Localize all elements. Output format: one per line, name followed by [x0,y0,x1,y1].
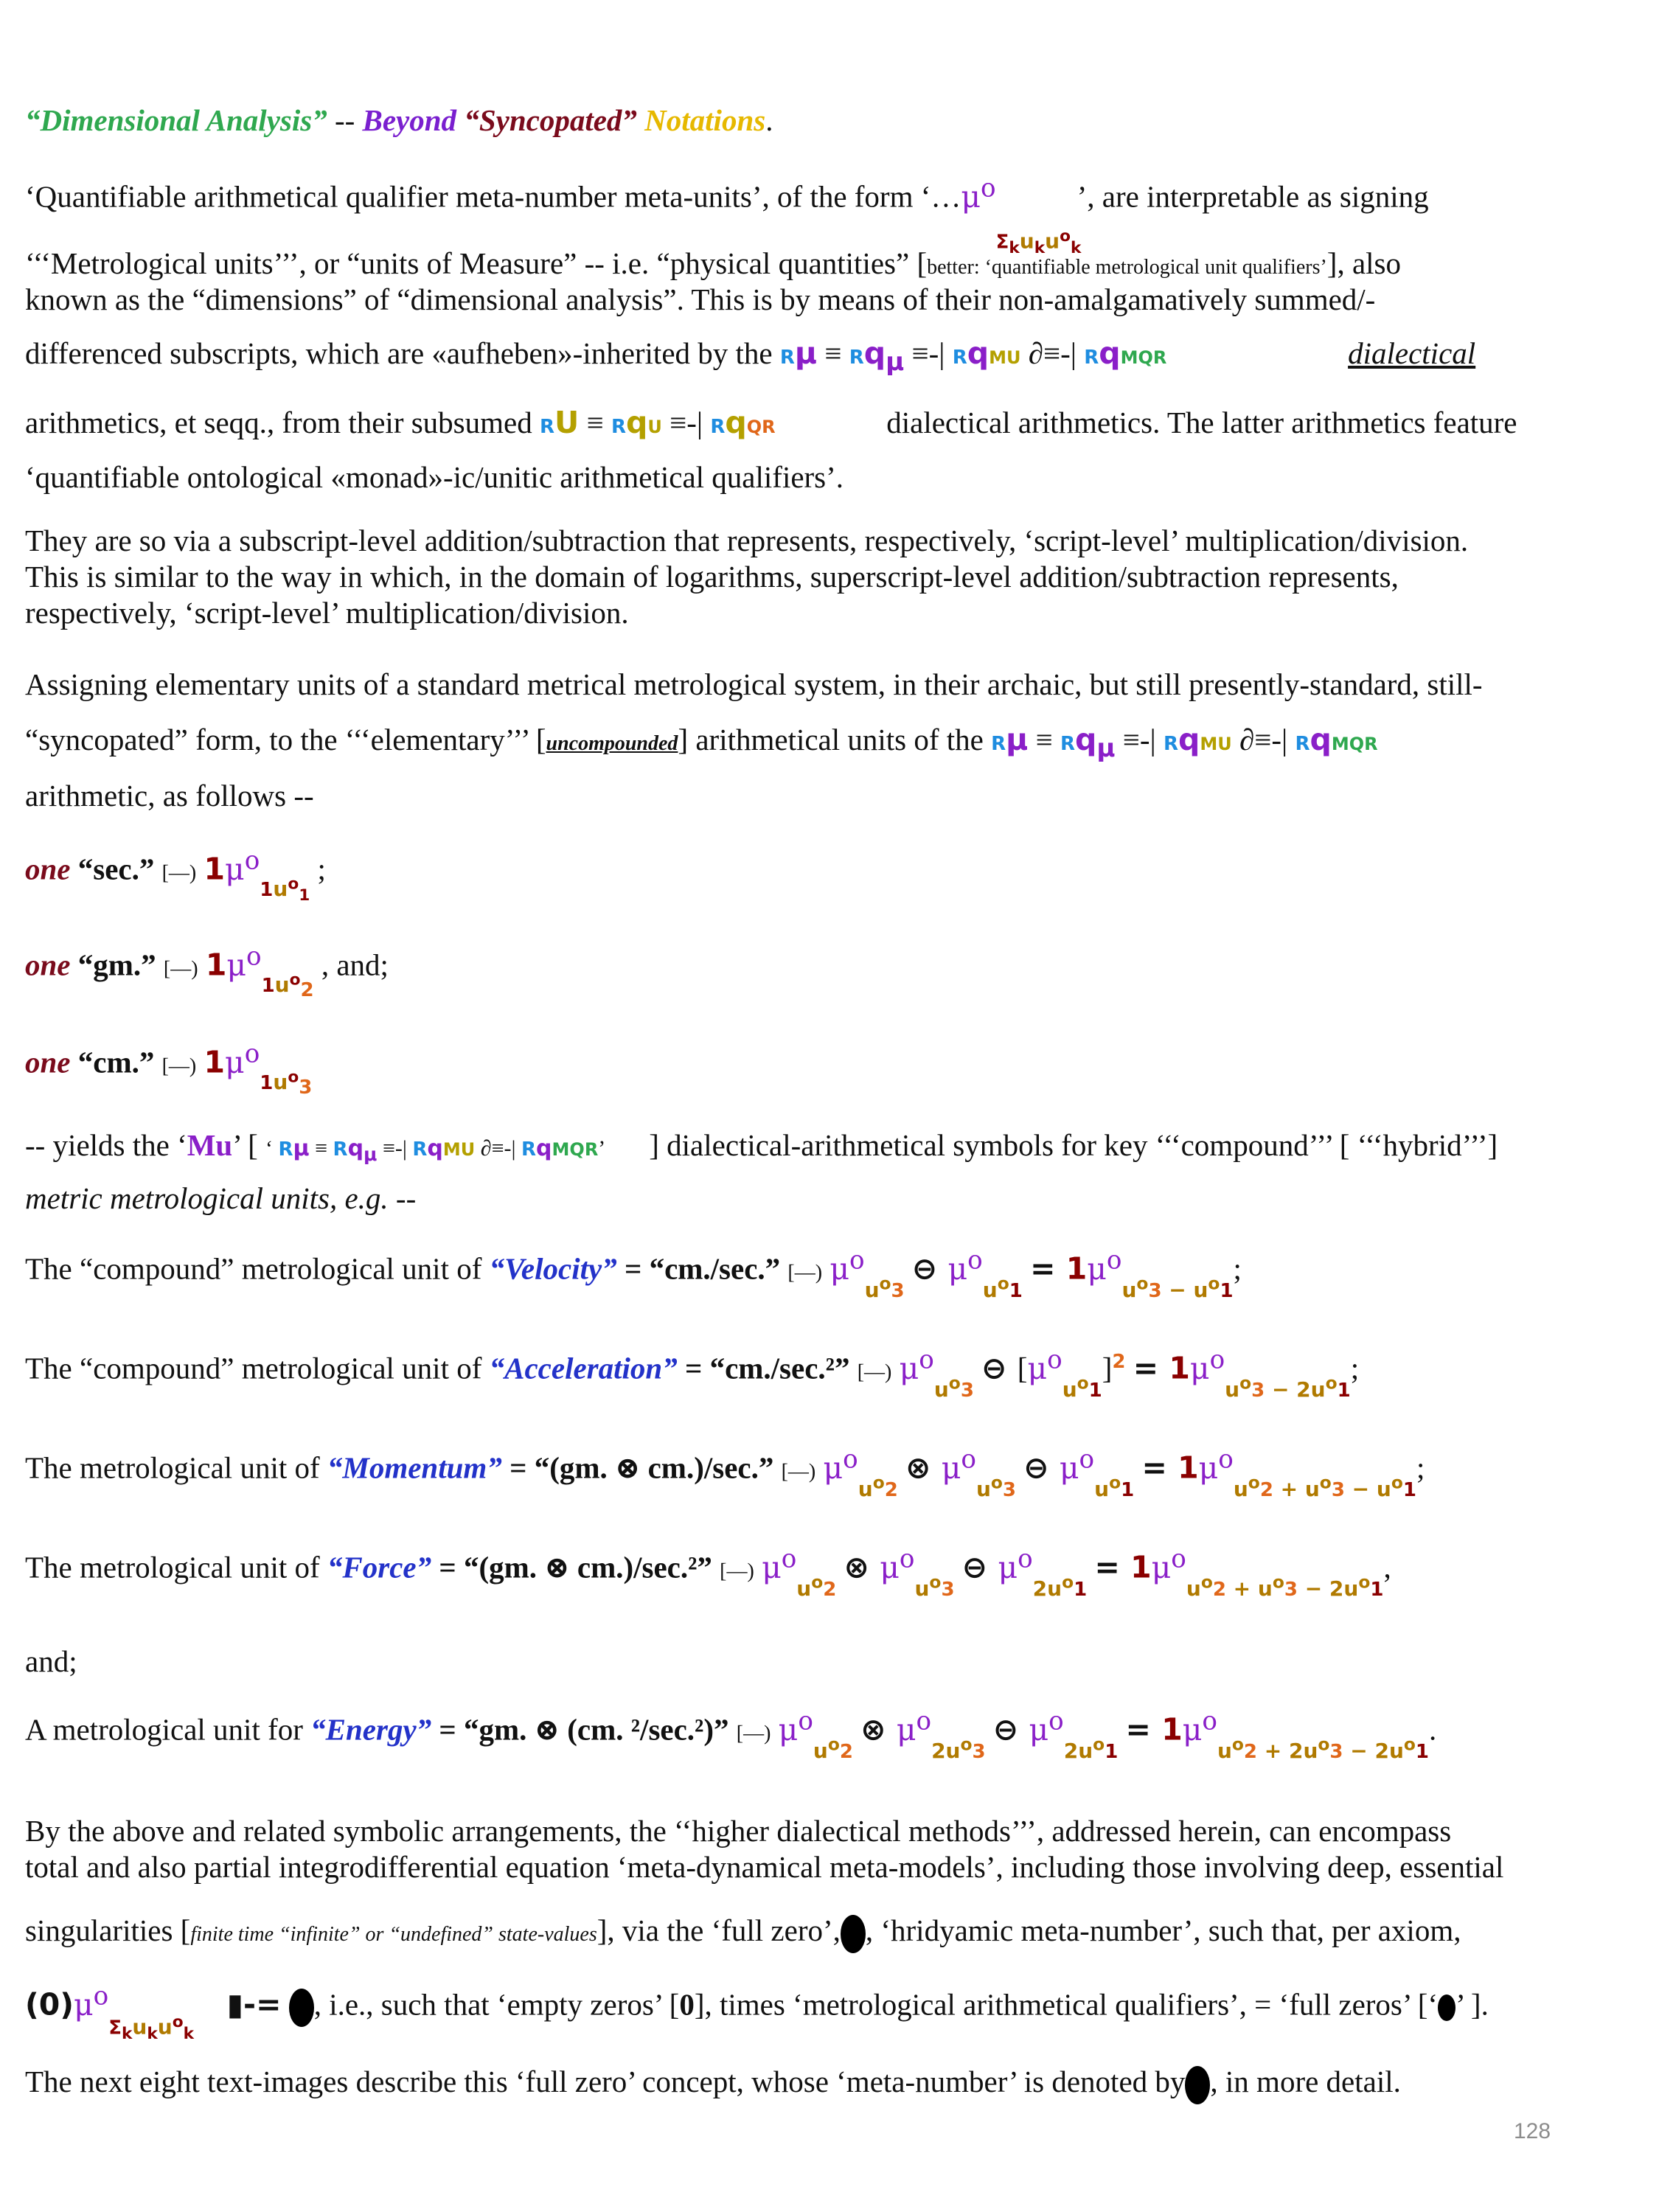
energy-name: “Energy” [310,1712,432,1747]
velocity-rhs: 1 [1065,1251,1088,1287]
unit-sec-arrow: [—) [161,861,197,885]
yields-text-a: -- yields the ‘ [25,1128,187,1162]
p4-line4-text-c: ], times ‘metrological arithmetical qualifiers’, = ‘full zeros’ [‘ [694,1987,1439,2022]
compound-force: The metrological unit of “Force” = “(gm. ⊗ cm.)/sec.²” [—) $\mu^o_{u^o2}$ ⊗ $\mu^o_{u^o3}$ ⊖ $\mu^o_{2u^o1} = 1\mu^o_{u^o2 + u^o3 - 2u^o1}$, [25,1544,1391,1601]
momentum-pre: The metrological unit of [25,1450,327,1485]
full-zero-icon [1185,2066,1210,2104]
p1-line4-text: differenced subscripts, which are «aufheben»-inherited by the [25,336,773,370]
unit-sec-name: “sec.” [70,852,162,886]
force-rhs: 1 [1130,1549,1152,1585]
full-zero-icon [289,1989,314,2027]
p3-line2 [25,723,1522,763]
unit-sec-coef: 1 [204,851,226,887]
p4-line3-text-c: , ‘hridyamic meta-number’, such that, per axiom, [865,1913,1461,1947]
p4-line4-text-d: ’ ]. [1455,1987,1489,2022]
arith-chain-3: $R\mu \equiv Rq_\mu$ ≡-| RqMU ∂≡-| RqMQR [991,722,1378,764]
title-beyond: Beyond [362,103,465,137]
unit-cm-idx: 3 [299,1076,313,1099]
energy-eq: = “gm. ⊗ (cm. ²/sec.²)” [431,1712,729,1747]
page-title [25,103,773,138]
full-zero-small-icon [1438,1994,1455,2021]
p1-line3: known as the “dimensions” of “dimensional analysis”. This is by means of their non-amalgamatively summed/- [25,282,1376,316]
unit-gm-word: one [25,947,71,982]
yields-line1 [25,1128,1498,1166]
yields-line2: metric metrological units, e.g. -- [25,1181,417,1215]
velocity-pre: The “compound” metrological unit of [25,1251,490,1286]
page-number: 128 [1514,2119,1551,2143]
unit-cm-word: one [25,1045,71,1079]
p1-line5-text-b: dialectical arithmetics. The latter arithmetics feature [886,406,1517,439]
p4-line4: $(0)\mu^o\Sigma_ku_ku^o_k$ ▮-= , i.e., such that ‘empty zeros’ [0], times ‘metrological arithmetical qualifiers’, = ‘full zeros’ [‘ ’ ]. [25,1981,1489,2043]
full-zero-icon [841,1915,866,1953]
p3-line3: arithmetic, as follows -- [25,779,314,813]
yields-text-b: ’ [ [232,1128,258,1162]
p3-line2-small: uncompounded [546,732,678,755]
title-dash: -- [327,103,363,137]
yields-mu: Mu [187,1128,233,1162]
unit-gm-coef: 1 [205,947,227,983]
momentum-arrow: [—) [781,1460,816,1484]
and-line: and; [25,1644,77,1678]
acceleration-name: “Acceleration” [489,1351,678,1385]
p1-line5 [25,406,1517,440]
energy-rhs: 1 [1161,1711,1183,1747]
unit-gm-idx: 2 [300,978,314,1001]
title-syncopated: “Syncopated” [464,103,637,137]
energy-arrow: [—) [736,1722,771,1745]
unit-gm-name: “gm.” [70,947,164,982]
unit-gm: one “gm.” [—) $1\mu^o_{1u^o_2}$ , and; [25,942,389,1001]
energy-tail: . [1429,1712,1437,1747]
arith-chain-4: ‘ $R\mu \equiv Rq_\mu$ ≡-| RqMU ∂≡-| RqMQR’ [265,1135,606,1165]
velocity-name: “Velocity” [489,1251,617,1286]
unit-cm: one “cm.” [—) $1\mu^o_{1u^o_3}$ [25,1039,313,1099]
p5-line [25,2065,1401,2104]
implies-symbol: ▮-= [226,1986,282,2023]
unit-sec-tail: ; [310,852,326,886]
p4-line2: total and also partial integrodifferential equation ‘meta-dynamical meta-models’, including those involving deep, essential [25,1850,1504,1884]
compound-energy: A metrological unit for “Energy” = “gm. ⊗ (cm. ²/sec.²)” [—) $\mu^o_{u^o2}$ ⊗ $\mu^o_{2u^o3}$ ⊖ $\mu^o_{2u^o1} = 1\mu^o_{u^o2 + 2u^o3 - 2u^o1}$. [25,1706,1437,1763]
force-arrow: [—) [720,1559,754,1583]
momentum-name: “Momentum” [327,1450,502,1485]
energy-pre: A metrological unit for [25,1712,311,1747]
p4-line3-small: finite time “infinite” or “undefined” state-values [190,1923,597,1946]
force-tail: , [1383,1550,1391,1585]
p1-line5-text-a: arithmetics, et seqq., from their subsumed [25,406,532,439]
p1-line2 [25,246,1401,281]
p1-line4 [25,336,1475,377]
p1-line2-end: ], also [1326,246,1401,280]
title-dimensional: “Dimensional Analysis” [25,103,327,137]
p2-line2: This is similar to the way in which, in the domain of logarithms, superscript-level addition/subtraction represents, [25,560,1399,594]
compound-acceleration: The “compound” metrological unit of “Acceleration” = “cm./sec.²” [—) $\mu^o_{u^o3}$ ⊖ $[\mu^o_{u^o1}]^2 = 1\mu^o_{u^o3 - 2u^o1}$; [25,1345,1360,1402]
momentum-rhs: 1 [1178,1450,1199,1486]
p4-line3-text-b: ], via the ‘full zero’, [597,1913,841,1947]
acceleration-rhs: 1 [1169,1350,1190,1386]
unit-cm-arrow: [—) [161,1054,197,1078]
compound-velocity: The “compound” metrological unit of “Velocity” = “cm./sec.” [—) $\mu^o_{u^o3}$ ⊖ $\mu^o_{u^o1} = 1\mu^o_{u^o3 - u^o1}$; [25,1245,1242,1302]
velocity-tail: ; [1233,1251,1242,1286]
p1-line2-small: better: ‘quantifiable metrological unit qualifiers’ [927,256,1327,279]
unit-cm-name: “cm.” [70,1045,162,1079]
p4-empty-zero: (0) [25,1986,74,2023]
acceleration-tail: ; [1350,1351,1360,1385]
p1-line4-dialectical: dialectical [1348,336,1476,370]
acceleration-pre: The “compound” metrological unit of [25,1351,490,1385]
p1-line2-text: ‘‘‘Metrological units’’’, or “units of Measure” -- i.e. “physical quantities” [ [25,246,928,280]
unit-gm-tail: , and; [313,947,389,982]
acceleration-arrow: [—) [857,1360,892,1384]
unit-sec-idx: 1 [299,886,310,905]
p4-line3-text-a: singularities [ [25,1913,191,1947]
momentum-eq: = “(gm. ⊗ cm.)/sec.” [501,1450,774,1485]
compound-momentum: The metrological unit of “Momentum” = “(gm. ⊗ cm.)/sec.” [—) $\mu^o_{u^o2}$ ⊗ $\mu^o_{u^o3}$ ⊖ $\mu^o_{u^o1} = 1\mu^o_{u^o2 + u^o3 - u^o1}$; [25,1444,1425,1501]
arith-chain-1: $R\mu \equiv Rq_\mu$ ≡-| RqMU ∂≡-| RqMQR [779,335,1167,378]
force-pre: The metrological unit of [25,1550,327,1585]
unit-cm-coef: 1 [204,1044,226,1080]
unit-gm-arrow: [—) [163,957,198,981]
mu-symbol: $\mu^o$ [961,173,996,215]
velocity-eq: = “cm./sec.” [616,1251,781,1286]
p1-line6: ‘quantifiable ontological «monad»-ic/unitic arithmetical qualifiers’. [25,460,844,494]
force-eq: = “(gm. ⊗ cm.)/sec.²” [431,1550,712,1585]
unit-sec: one “sec.” [—) $1\mu^o_{1u^o_1}$ ; [25,846,326,905]
p4-line1: By the above and related symbolic arrangements, the ‘‘higher dialectical methods’’’, addressed herein, can encompass [25,1814,1452,1848]
p3-line2-text-a: “syncopated” form, to the ‘‘‘elementary’’’ [ [25,723,546,757]
p5-text-b: , in more detail. [1210,2065,1401,2098]
p1-line1-text-a: ‘Quantifiable arithmetical qualifier meta-number meta-units’, of the form ‘… [25,179,961,214]
p2-line1: They are so via a subscript-level addition/subtraction that represents, respectively, ‘script-level’ multiplication/division. [25,524,1469,557]
p5-text-a: The next eight text-images describe this ‘full zero’ concept, whose ‘meta-number’ is denoted by [25,2065,1186,2098]
p2-line3: respectively, ‘script-level’ multiplication/division. [25,596,629,630]
p4-line3 [25,1913,1461,1953]
unit-sec-word: one [25,852,71,886]
p1-line1: ‘Quantifiable arithmetical qualifier meta-number meta-units’, of the form ‘$\dots\mu^o$ $\Sigma_ku_ku^o_k$ ’, are interpretable as signing [25,173,1429,257]
p4-line4-text-b: , i.e., such that ‘empty zeros’ [ [313,1987,680,2022]
p4-zero: 0 [679,1987,695,2022]
momentum-tail: ; [1416,1450,1425,1485]
arith-chain-2: RU ≡ RqU ≡-| RqQR [539,405,776,440]
p1-line1-text-b: ’, are interpretable as signing [1077,179,1429,214]
yields-text-c: ] dialectical-arithmetical symbols for key ‘‘‘compound’’’ [ ‘‘‘hybrid’’’] [649,1128,1498,1162]
acceleration-eq: = “cm./sec.²” [677,1351,850,1385]
p3-line1: Assigning elementary units of a standard metrical metrological system, in their archaic, but still presently-standard, still- [25,667,1483,701]
title-period: . [765,103,773,137]
p3-line2-text-b: ] arithmetical units of the [678,723,984,757]
title-notations: Notations [636,103,766,137]
force-name: “Force” [327,1550,432,1585]
velocity-arrow: [—) [787,1261,823,1284]
